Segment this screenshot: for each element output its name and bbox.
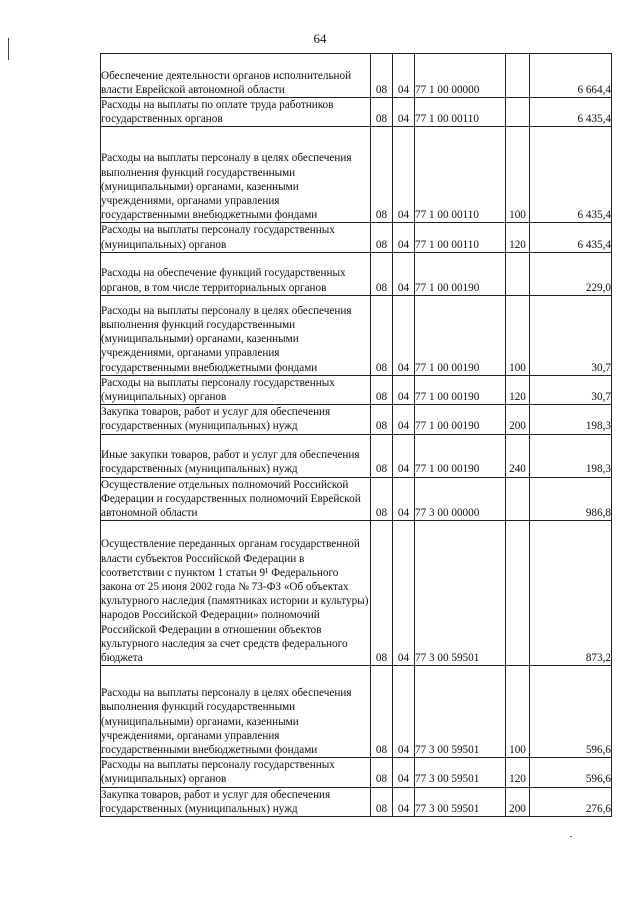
target-code: 77 3 00 00000 — [415, 477, 506, 521]
amount: 276,6 — [530, 787, 612, 816]
amount: 873,2 — [530, 521, 612, 666]
expense-type-code — [506, 477, 530, 521]
subsection-code: 04 — [393, 54, 415, 98]
subsection-code: 04 — [393, 477, 415, 521]
subsection-code: 04 — [393, 127, 415, 223]
page-number: 64 — [313, 31, 327, 46]
table-row — [101, 477, 612, 521]
section-code: 08 — [371, 666, 393, 758]
section-code: 08 — [371, 434, 393, 477]
subsection-code: 04 — [393, 521, 415, 666]
subsection-code: 04 — [393, 295, 415, 375]
row-name: Расходы на выплаты персоналу государственных (муниципальных) органов — [101, 758, 371, 787]
table-row — [101, 252, 612, 295]
table-row — [101, 375, 612, 404]
table-row — [101, 127, 612, 223]
table-row — [101, 758, 612, 787]
row-name: Расходы на выплаты персоналу в целях обеспечения выполнения функций государственными (муниципальными) органами, казенными учреждениями, органами управления государственными внебюджетными фондами — [101, 295, 371, 375]
expense-type-code — [506, 54, 530, 98]
table-row — [101, 54, 612, 98]
table-row — [101, 405, 612, 434]
row-name: Расходы на выплаты по оплате труда работников государственных органов — [101, 98, 371, 127]
amount: 6 435,4 — [530, 127, 612, 223]
row-name: Расходы на выплаты персоналу в целях обеспечения выполнения функций государственными (муниципальными) органами, казенными учреждениями, органами управления государственными внебюджетными фондами — [101, 127, 371, 223]
subsection-code: 04 — [393, 434, 415, 477]
amount: 198,3 — [530, 434, 612, 477]
row-name: Расходы на выплаты персоналу в целях обеспечения выполнения функций государственными (муниципальными) органами, казенными учреждениями, органами управления государственными внебюджетными фондами — [101, 666, 371, 758]
amount: 6 435,4 — [530, 223, 612, 252]
subsection-code: 04 — [393, 223, 415, 252]
table-row — [101, 223, 612, 252]
target-code: 77 3 00 59501 — [415, 758, 506, 787]
budget-table-body — [101, 54, 612, 817]
table-row — [101, 295, 612, 375]
row-name: Закупка товаров, работ и услуг для обеспечения государственных (муниципальных) нужд — [101, 787, 371, 816]
expense-type-code: 200 — [506, 405, 530, 434]
section-code: 08 — [371, 295, 393, 375]
target-code: 77 1 00 00190 — [415, 295, 506, 375]
section-code: 08 — [371, 98, 393, 127]
row-name: Осуществление отдельных полномочий Российской Федерации и государственных полномочий Еврейской автономной области — [101, 477, 371, 521]
expense-type-code: 240 — [506, 434, 530, 477]
margin-mark — [8, 38, 9, 60]
amount: 6 435,4 — [530, 98, 612, 127]
expense-type-code — [506, 98, 530, 127]
amount: 229,0 — [530, 252, 612, 295]
section-code: 08 — [371, 787, 393, 816]
subsection-code: 04 — [393, 375, 415, 404]
section-code: 08 — [371, 252, 393, 295]
target-code: 77 3 00 59501 — [415, 521, 506, 666]
amount: 986,8 — [530, 477, 612, 521]
amount: 6 664,4 — [530, 54, 612, 98]
expense-type-code: 100 — [506, 127, 530, 223]
table-row — [101, 98, 612, 127]
scan-dot — [570, 836, 572, 837]
subsection-code: 04 — [393, 666, 415, 758]
expense-type-code: 120 — [506, 758, 530, 787]
row-name: Расходы на выплаты персоналу государственных (муниципальных) органов — [101, 223, 371, 252]
subsection-code: 04 — [393, 758, 415, 787]
table-row — [101, 666, 612, 758]
table-row — [101, 787, 612, 816]
expense-type-code: 120 — [506, 223, 530, 252]
target-code: 77 1 00 00000 — [415, 54, 506, 98]
amount: 198,3 — [530, 405, 612, 434]
row-name: Иные закупки товаров, работ и услуг для обеспечения государственных (муниципальных) нужд — [101, 434, 371, 477]
section-code: 08 — [371, 521, 393, 666]
expense-type-code — [506, 252, 530, 295]
target-code: 77 3 00 59501 — [415, 666, 506, 758]
row-name: Закупка товаров, работ и услуг для обеспечения государственных (муниципальных) нужд — [101, 405, 371, 434]
section-code: 08 — [371, 223, 393, 252]
section-code: 08 — [371, 54, 393, 98]
target-code: 77 1 00 00190 — [415, 405, 506, 434]
subsection-code: 04 — [393, 98, 415, 127]
expense-type-code: 100 — [506, 666, 530, 758]
target-code: 77 1 00 00110 — [415, 127, 506, 223]
expense-type-code — [506, 521, 530, 666]
amount: 596,6 — [530, 666, 612, 758]
section-code: 08 — [371, 127, 393, 223]
subsection-code: 04 — [393, 252, 415, 295]
subsection-code: 04 — [393, 787, 415, 816]
section-code: 08 — [371, 405, 393, 434]
amount: 30,7 — [530, 375, 612, 404]
section-code: 08 — [371, 758, 393, 787]
table-row — [101, 434, 612, 477]
row-name: Расходы на выплаты персоналу государственных (муниципальных) органов — [101, 375, 371, 404]
target-code: 77 1 00 00110 — [415, 98, 506, 127]
expense-type-code: 200 — [506, 787, 530, 816]
row-name: Обеспечение деятельности органов исполнительной власти Еврейской автономной области — [101, 54, 371, 98]
section-code: 08 — [371, 477, 393, 521]
budget-table — [100, 53, 612, 817]
target-code: 77 3 00 59501 — [415, 787, 506, 816]
section-code: 08 — [371, 375, 393, 404]
target-code: 77 1 00 00190 — [415, 434, 506, 477]
subsection-code: 04 — [393, 405, 415, 434]
row-name: Осуществление переданных органам государственной власти субъектов Российской Федерации в соответствии с пунктом 1 статьи 9¹ Федерального закона от 25 июня 2002 года № 73-ФЗ «Об объектах культурного наследия (памятниках истории и культуры) народов Российской Федерации» полномочий Российской Федерации в отношении объектов культурного наследия за счет средств федерального бюджета — [101, 521, 371, 666]
target-code: 77 1 00 00190 — [415, 252, 506, 295]
amount: 30,7 — [530, 295, 612, 375]
expense-type-code: 100 — [506, 295, 530, 375]
amount: 596,6 — [530, 758, 612, 787]
table-row — [101, 521, 612, 666]
row-name: Расходы на обеспечение функций государственных органов, в том числе территориальных органов — [101, 252, 371, 295]
target-code: 77 1 00 00110 — [415, 223, 506, 252]
expense-type-code: 120 — [506, 375, 530, 404]
target-code: 77 1 00 00190 — [415, 375, 506, 404]
